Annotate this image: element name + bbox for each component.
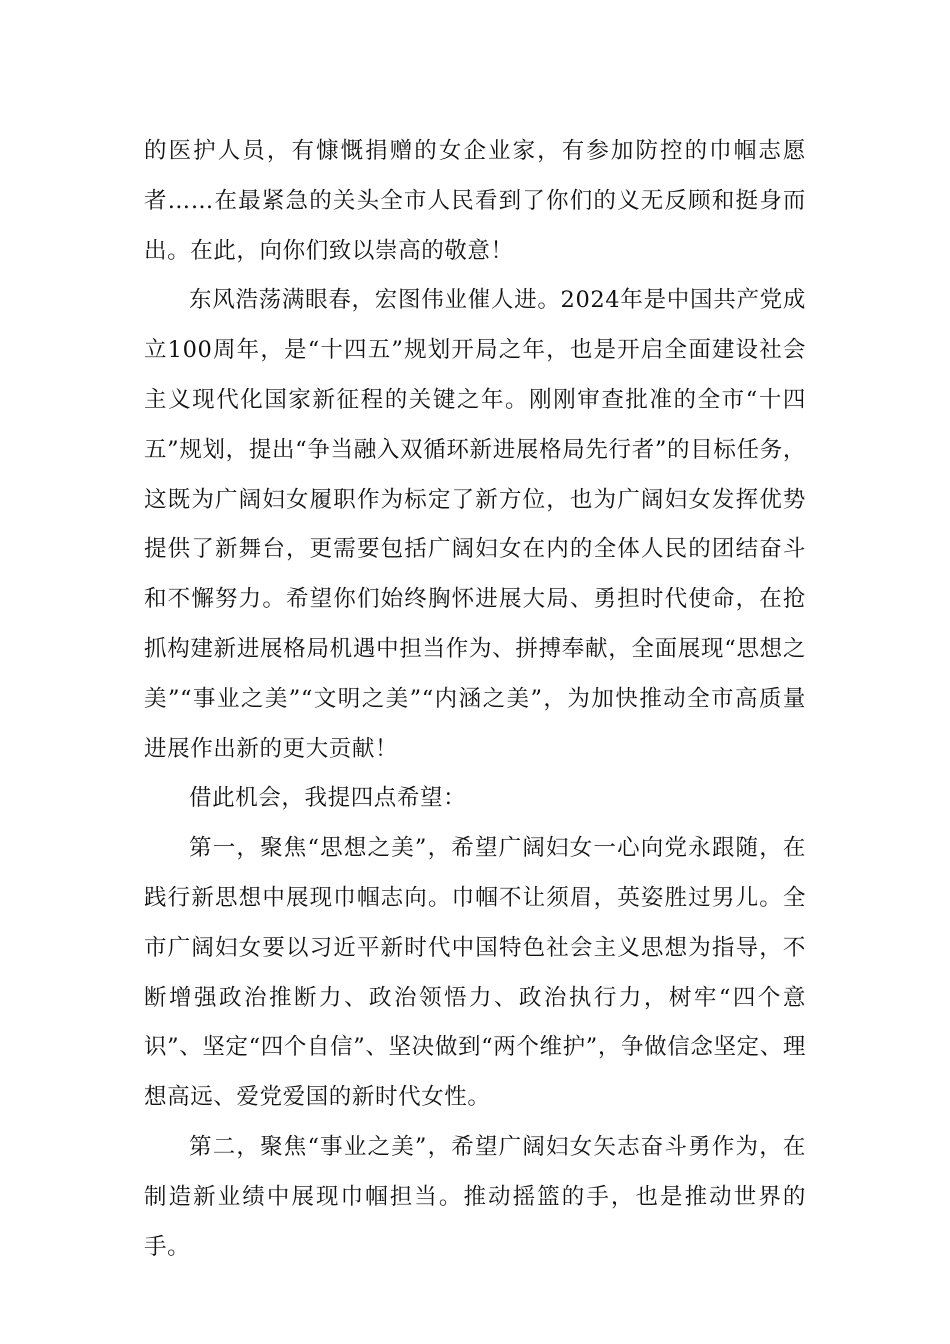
paragraph-4: 第一，聚焦“思想之美”，希望广阔妇女一心向党永跟随，在践行新思想中展现巾帼志向。巾帼不让须眉，英姿胜过男儿。全市广阔妇女要以习近平新时代中国特色社会主义思想为指导，不断增强政治推断力、政治领悟力、政治执行力，树牢“四个意识”、坚定“四个自信”、坚决做到“两个维护”，争做信念坚定、理想高远、爱党爱国的新时代女性。 <box>144 835 806 1111</box>
document-body <box>144 127 806 1272</box>
paragraph-3: 借此机会，我提四点希望： <box>189 785 467 812</box>
paragraph-5: 第二，聚焦“事业之美”，希望广阔妇女矢志奋斗勇作为，在制造新业绩中展现巾帼担当。推动摇篮的手，也是推动世界的手。 <box>144 1133 806 1260</box>
paragraph-1: 的医护人员，有慷慨捐赠的女企业家，有参加防控的巾帼志愿者……在最紧急的关头全市人民看到了你们的义无反顾和挺身而出。在此，向你们致以崇高的敬意！ <box>144 138 806 264</box>
paragraph-2: 东风浩荡满眼春，宏图伟业催人进。2024年是中国共产党成立100周年，是“十四五”规划开局之年，也是开启全面建设社会主义现代化国家新征程的关键之年。刚刚审查批准的全市“十四五”规划，提出“争当融入双循环新进展格局先行者”的目标任务，这既为广阔妇女履职作为标定了新方位，也为广阔妇女发挥优势提供了新舞台，更需要包括广阔妇女在内的全体人民的团结奋斗和不懈努力。希望你们始终胸怀进展大局、勇担时代使命，在抢抓构建新进展格局机遇中担当作为、拼搏奉献，全面展现“思想之美”“事业之美”“文明之美”“内涵之美”，为加快推动全市高质量进展作出新的更大贡献！ <box>144 287 806 762</box>
